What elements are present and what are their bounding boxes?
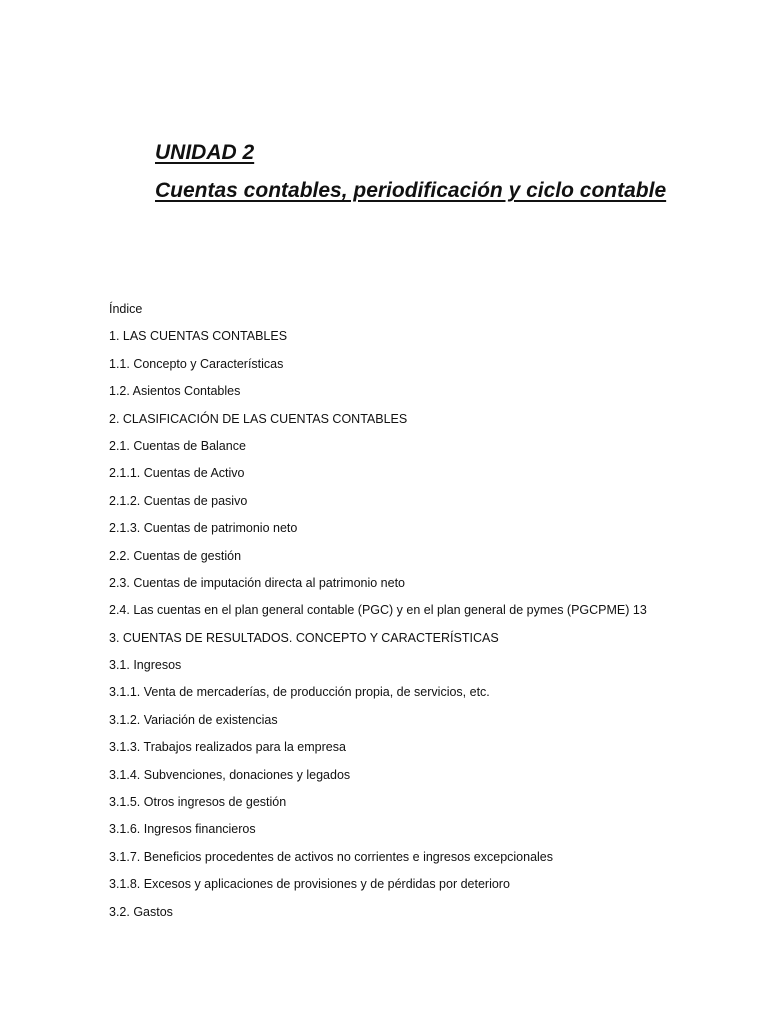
- toc-item: 3.1.2. Variación de existencias: [109, 712, 278, 727]
- document-title: Cuentas contables, periodificación y ciclo contable: [155, 179, 667, 202]
- title-block: [155, 140, 755, 204]
- toc-item: 2.2. Cuentas de gestión: [109, 548, 242, 563]
- toc-heading: Índice: [109, 302, 143, 316]
- toc-item: 1.1. Concepto y Características: [109, 356, 284, 371]
- toc-item: 2.3. Cuentas de imputación directa al patrimonio neto: [109, 575, 406, 590]
- toc-item: 2.1.2. Cuentas de pasivo: [109, 493, 248, 508]
- toc-item: 3.1.8. Excesos y aplicaciones de provisiones y de pérdidas por deterioro: [109, 877, 510, 892]
- toc-item: 2.4. Las cuentas en el plan general contable (PGC) y en el plan general de pymes (PGCPME) 13: [109, 603, 647, 618]
- table-of-contents: [109, 296, 749, 926]
- toc-item: 3.1.6. Ingresos financieros: [109, 822, 256, 837]
- toc-item: 3.1.3. Trabajos realizados para la empresa: [109, 740, 346, 755]
- toc-item: 2.1. Cuentas de Balance: [109, 438, 246, 453]
- toc-item: 1.2. Asientos Contables: [109, 384, 241, 399]
- toc-item: 2.1.1. Cuentas de Activo: [109, 466, 245, 481]
- toc-item: 3.1. Ingresos: [109, 658, 182, 673]
- toc-item: 1. LAS CUENTAS CONTABLES: [109, 329, 288, 344]
- toc-item: 3.1.7. Beneficios procedentes de activos no corrientes e ingresos excepcionales: [109, 849, 554, 864]
- unit-title: UNIDAD 2: [155, 141, 255, 164]
- toc-item: 3. CUENTAS DE RESULTADOS. CONCEPTO Y CARACTERÍSTICAS: [109, 630, 499, 645]
- toc-item: 2.1.3. Cuentas de patrimonio neto: [109, 521, 298, 536]
- toc-item: 3.2. Gastos: [109, 904, 173, 919]
- toc-item: 3.1.5. Otros ingresos de gestión: [109, 795, 287, 810]
- toc-item: 3.1.1. Venta de mercaderías, de producción propia, de servicios, etc.: [109, 685, 490, 700]
- toc-item: 2. CLASIFICACIÓN DE LAS CUENTAS CONTABLES: [109, 411, 408, 426]
- toc-item: 3.1.4. Subvenciones, donaciones y legados: [109, 767, 351, 782]
